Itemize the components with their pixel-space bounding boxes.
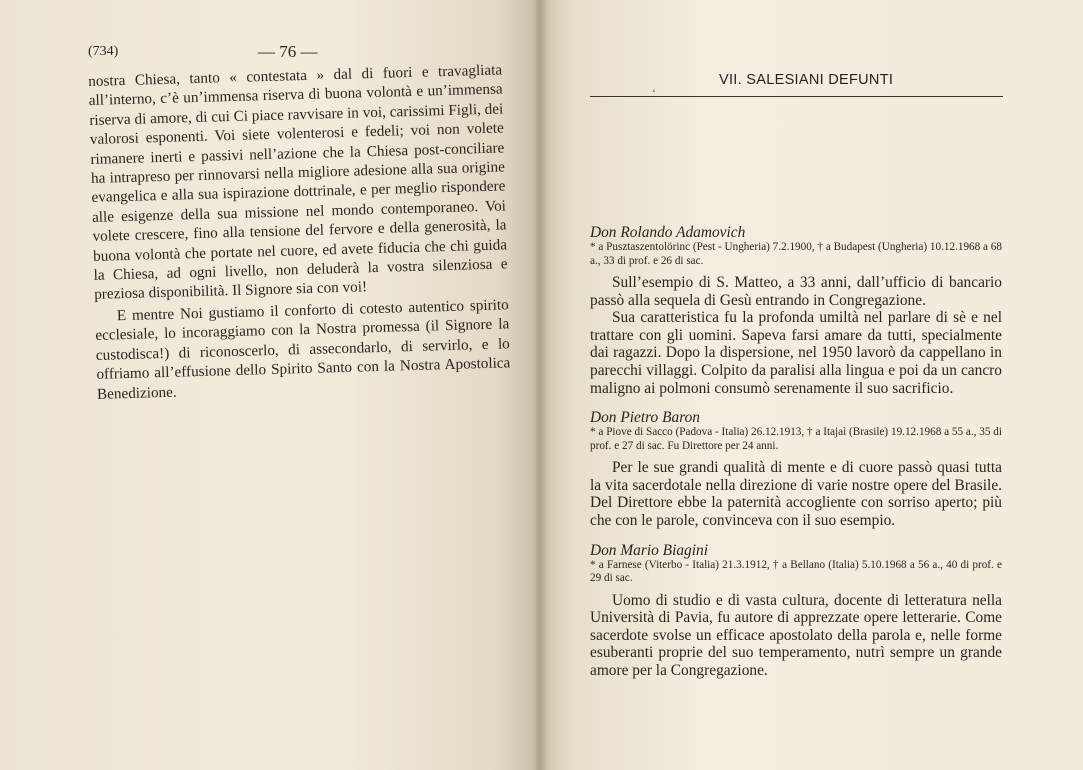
entry-paragraph: Sua caratteristica fu la profonda umiltà nel parlare di sè e nel trattare con gli uomini. Sapeva farsi amare da tutti, specialmente dai ragazzi. Dopo la dispersione, nel 1950 lavorò da cappellano in parecchi villaggi. Colpito da paralisi alla lingua e poi da un cancro maligno ai polmoni consumò serenamente il suo sacrificio. bbox=[590, 309, 1002, 397]
entry-dates: * a Piove di Sacco (Padova - Italia) 26.12.1913, † a Itajaì (Brasile) 19.12.1968 a 55 a., 35 di prof. e 27 di sac. Fu Direttore per 24 anni. bbox=[590, 426, 1002, 452]
entry-paragraph: Per le sue grandi qualità di mente e di cuore passò quasi tutta la vita sacerdotale nella direzione di varie nostre opere del Brasile. Del Direttore ebbe la paternità accogliente con sorriso aperto; più che con le parole, convinceva con il suo esempio. bbox=[590, 459, 1002, 529]
obituary-entry bbox=[590, 542, 1002, 680]
entry-dates: * a Farnese (Viterbo - Italia) 21.3.1912, † a Bellano (Italia) 5.10.1968 a 56 a., 40 di prof. e 29 di sac. bbox=[590, 558, 1002, 585]
entry-paragraph: Uomo di studio e di vasta cultura, docente di letteratura nella Università di Pavia, fu autore di apprezzate opere letterarie. Come sacerdote svolse un efficace apostolato della parola e, nelle forme esuberanti proprie del suo temperamento, nutrì sempre un grande amore per la Congregazione. bbox=[590, 591, 1002, 679]
obituary-entry bbox=[590, 224, 1002, 397]
entry-name: Don Rolando Adamovich bbox=[590, 224, 746, 241]
paragraph: nostra Chiesa, tanto « contestata » dal di fuori e travagliata all’interno, c’è un’immensa riserva di buona volontà e un’immensa riserva di amore, di cui Ci piace ravvisare in voi, carissimi Figli, dei valorosi esponenti. Voi siete volenterosi e fedeli; voi non volete rimanere inerti e passivi nell’azione che la Chiesa post-conciliare ha intrapreso per rinnovarsi nella migliore adesione alla sua origine evangelica e alla sua ispirazione dottrinale, e per meglio rispondere alle esigenze della sua missione nel mondo contemporaneo. Voi volete crescere, fino alla tensione del fervore e della generosità, la buona volontà che portate nel cuore, ed avete fiducia che chi guida la Chiesa, ad ogni livello, non deluderà la vostra silenziosa e preziosa disponibilità. Il Signore sia con voi! bbox=[88, 61, 508, 304]
page-reference: (734) bbox=[88, 44, 119, 59]
section-title: VII. SALESIANI DEFUNTI bbox=[719, 72, 894, 88]
entry-dates: * a Pusztaszentolörinc (Pest - Ungheria) 7.2.1900, † a Budapest (Ungheria) 10.12.1968 a 68 a., 33 di prof. e 26 di sac. bbox=[590, 241, 1002, 267]
paragraph: E mentre Noi gustiamo il conforto di cotesto autentico spirito ecclesiale, lo incoraggiamo con la Nostra promessa (il Signore la custodisca!) di riconoscerlo, di assecondarlo, di servirlo, e lo offriamo all’effusione dello Spirito Santo con la Nostra Apostolica Benedizione. bbox=[95, 296, 511, 403]
entry-paragraph: Sull’esempio di S. Matteo, a 33 anni, dall’ufficio di bancario passò alla sequela di Gesù entrando in Congregazione. bbox=[590, 274, 1002, 309]
entry-name: Don Mario Biagini bbox=[590, 541, 708, 559]
obituary-entry bbox=[590, 409, 1002, 529]
entry-name: Don Pietro Baron bbox=[590, 409, 701, 427]
page-number: — 76 — bbox=[258, 42, 318, 61]
rule-mark: ʻ bbox=[652, 86, 656, 100]
obituary-list bbox=[590, 224, 1002, 680]
book-gutter bbox=[532, 0, 548, 770]
left-page-body bbox=[88, 60, 511, 403]
